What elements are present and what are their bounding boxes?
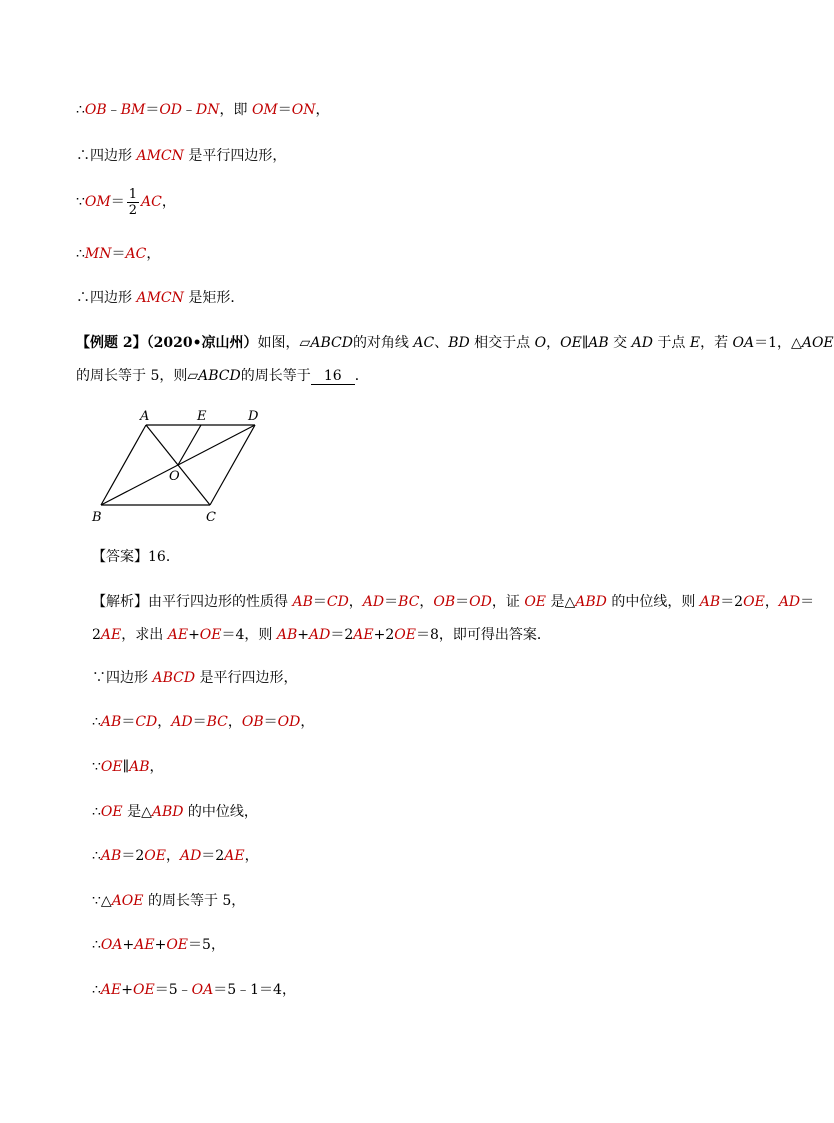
solution-step-7 (92, 935, 225, 955)
solution-step-4 (92, 802, 258, 822)
example-text-3: 的周长等于 (240, 368, 311, 384)
text-run: ，即 (219, 102, 252, 118)
text-run: ＝ (277, 102, 292, 118)
text-run: ， (348, 594, 363, 610)
math-variable: AB (276, 627, 298, 643)
text-run: ，若 (700, 335, 733, 351)
text-run: ∴四边形 (76, 290, 137, 306)
answer-line (92, 547, 180, 567)
math-variable: AD (362, 594, 385, 610)
text-run: ＝2 (201, 848, 225, 864)
text-run: ＝5﹣1＝4， (213, 982, 296, 998)
math-variable: AB (129, 759, 150, 775)
math-variable: OB (241, 714, 264, 730)
text-run: ， (315, 102, 330, 118)
text-run: ， (300, 714, 315, 730)
math-variable: OB (84, 102, 107, 118)
math-variable: CD (135, 714, 158, 730)
text-run: ∥ (581, 335, 589, 351)
math-variable: OE (144, 848, 166, 864)
math-variable: AC (125, 246, 147, 262)
math-variable-black: E (689, 335, 701, 351)
text-run: ， (546, 335, 561, 351)
math-variable: AD (309, 627, 331, 643)
text-run: +2 (373, 627, 395, 643)
math-variable: AB (100, 714, 122, 730)
math-variable-black: O (534, 335, 547, 351)
answer-blank: 16 (311, 368, 355, 385)
proof-line-3 (76, 186, 176, 218)
text-run: ＝5﹣ (154, 982, 192, 998)
text-run: ∴ (92, 848, 101, 864)
text-run: 交 (608, 335, 632, 351)
equals-sign: ＝ (110, 194, 125, 210)
text-run: ，证 (491, 594, 525, 610)
example-statement-line-2 (76, 366, 369, 386)
math-variable: OM (251, 102, 278, 118)
text-run: ＝ (384, 594, 399, 610)
text-run: ， (419, 594, 434, 610)
text-run: + (122, 937, 135, 953)
math-variable-black: BD (448, 335, 470, 351)
math-variable: AD (778, 594, 801, 610)
analysis-text-1 (148, 594, 814, 610)
proof-line-2 (76, 146, 286, 166)
text-run: ∴四边形 (76, 148, 137, 164)
segment-om: OM (84, 194, 111, 210)
math-variable: ABCD (152, 670, 196, 686)
label-point-o: O (169, 469, 180, 484)
text-run: ∵ (92, 759, 101, 775)
text-run: ＝8，即可得出答案． (415, 627, 551, 643)
math-variable: OE (100, 804, 123, 820)
math-variable-black: OE (560, 335, 582, 351)
solution-step-1 (92, 668, 298, 688)
text-run: 是矩形． (183, 290, 245, 306)
text-run: + (297, 627, 309, 643)
math-variable: OA (100, 937, 123, 953)
parallelogram-name: ABCD (198, 368, 241, 384)
label-point-a: A (140, 409, 150, 424)
text-run: ∥ (122, 759, 130, 775)
text-run: 是△ (546, 594, 576, 610)
math-variable: DN (196, 102, 220, 118)
math-variable: BC (206, 714, 228, 730)
text-run: ＝ (263, 714, 278, 730)
text-run: 的中位线，则 (606, 594, 700, 610)
text-run: ＝ (192, 714, 207, 730)
math-variable-black: OA (732, 335, 755, 351)
label-point-b: B (92, 510, 102, 525)
fraction-one-half (127, 187, 139, 218)
text-run: ∴ (92, 714, 101, 730)
text-run: ﹣ (106, 102, 121, 118)
answer-label: 【答案】 (92, 549, 148, 565)
proof-line-4 (76, 244, 160, 264)
text-run: ＝2 (720, 594, 744, 610)
math-variable: OD (469, 594, 492, 610)
text-run: 的中位线， (183, 804, 258, 820)
analysis-label: 【解析】 (92, 594, 148, 610)
text-run: 的周长等于 5， (143, 893, 246, 909)
example-text-2: 的周长等于 5，则▱ (76, 368, 199, 384)
example-text-1 (258, 335, 834, 351)
solution-step-6 (92, 891, 245, 911)
label-point-c: C (206, 510, 216, 525)
math-variable: AE (100, 982, 122, 998)
because-symbol: ∵ (76, 194, 85, 210)
solution-step-8 (92, 980, 296, 1000)
text-run: 由平行四边形的性质得 (148, 594, 293, 610)
math-variable: AOE (111, 893, 144, 909)
math-variable: OE (524, 594, 547, 610)
math-variable: BC (398, 594, 420, 610)
text-run: 是平行四边形， (195, 670, 298, 686)
fraction-denominator: 2 (128, 202, 138, 218)
text-run: ∴ (76, 102, 85, 118)
math-variable-black: AB (588, 335, 609, 351)
math-variable: AE (134, 937, 155, 953)
text-run: 、 (434, 335, 449, 351)
text-run: ＝ (121, 714, 136, 730)
math-variable: AB (699, 594, 721, 610)
math-variable: BM (120, 102, 146, 118)
math-variable: CD (326, 594, 349, 610)
math-variable: OE (394, 627, 416, 643)
text-run: ， (227, 714, 242, 730)
solution-step-3 (92, 757, 164, 777)
math-variable: AD (179, 848, 202, 864)
math-variable: MN (84, 246, 112, 262)
text-run: ＝5， (188, 937, 225, 953)
text-run: 如图， (257, 335, 300, 351)
text-run: 于点 (652, 335, 690, 351)
math-variable: OB (433, 594, 456, 610)
text-run: ＝ (455, 594, 470, 610)
text-run: ∴ (92, 937, 101, 953)
text-run: ， (165, 848, 180, 864)
math-variable: OD (277, 714, 301, 730)
math-variable: AMCN (136, 148, 184, 164)
example-text-4: ． (354, 368, 369, 384)
text-run: 是平行四边形， (183, 148, 287, 164)
math-variable: AB (100, 848, 122, 864)
text-run: ，求出 (121, 627, 168, 643)
example-source: （2020•凉山州） (146, 335, 258, 351)
example-label: 【例题 2】 (76, 335, 147, 351)
text-run: ﹣ (182, 102, 197, 118)
math-variable: OE (166, 937, 189, 953)
text-run: ∴ (76, 246, 85, 262)
text-run: ＝ (111, 246, 126, 262)
text-run: 是△ (122, 804, 152, 820)
text-run: ， (149, 759, 164, 775)
text-run: ， (146, 246, 161, 262)
math-variable-black: AC (413, 335, 435, 351)
text-run: ， (157, 714, 172, 730)
math-variable: OA (191, 982, 214, 998)
text-run: ＝2 (121, 848, 145, 864)
math-variable: ABD (151, 804, 184, 820)
math-variable: OE (743, 594, 765, 610)
math-variable-black: ABCD (310, 335, 353, 351)
analysis-line-2 (92, 625, 551, 645)
math-variable: ON (291, 102, 316, 118)
solution-step-2 (92, 712, 314, 732)
math-variable: AE (353, 627, 374, 643)
fraction-numerator: 1 (128, 186, 138, 202)
text-run: ＝ (800, 594, 815, 610)
analysis-line-1 (92, 592, 814, 612)
text-run: ＝ (145, 102, 160, 118)
math-variable: ABD (575, 594, 607, 610)
text-run: 相交于点 (469, 335, 535, 351)
math-variable-black: AOE (801, 335, 834, 351)
text-run: ＝ (312, 594, 327, 610)
label-point-e: E (197, 409, 207, 424)
math-variable: OE (133, 982, 155, 998)
text-run: + (121, 982, 133, 998)
text-run: ＝1，△ (754, 335, 802, 351)
math-variable: AE (100, 627, 122, 643)
text-run: + (154, 937, 167, 953)
math-variable-black: AD (631, 335, 653, 351)
label-point-d: D (248, 409, 259, 424)
comma: ， (161, 194, 176, 210)
text-run: + (188, 627, 200, 643)
text-run: ∵四边形 (92, 670, 153, 686)
math-variable: AD (171, 714, 193, 730)
text-run: ▱ (299, 335, 311, 351)
example-statement-line-1 (76, 333, 834, 353)
math-variable: AMCN (136, 290, 184, 306)
math-variable: OE (100, 759, 123, 775)
math-variable: OD (159, 102, 183, 118)
text-run: 2 (92, 627, 101, 643)
text-run: ∵△ (92, 893, 112, 909)
math-variable: AE (167, 627, 189, 643)
math-variable: OE (199, 627, 222, 643)
solution-step-5 (92, 846, 259, 866)
math-variable: AB (292, 594, 313, 610)
text-run: ＝4，则 (221, 627, 277, 643)
proof-line-5 (76, 288, 244, 308)
text-run: 的对角线 (352, 335, 414, 351)
math-variable: AE (224, 848, 245, 864)
text-run: ， (244, 848, 259, 864)
text-run: ， (764, 594, 779, 610)
segment-ac: AC (141, 194, 162, 210)
proof-line-1 (76, 100, 330, 120)
answer-value: 16． (148, 549, 180, 565)
text-run: ∴ (92, 982, 101, 998)
text-run: ＝2 (330, 627, 354, 643)
text-run: ∴ (92, 804, 101, 820)
parallelogram-figure (86, 404, 266, 536)
